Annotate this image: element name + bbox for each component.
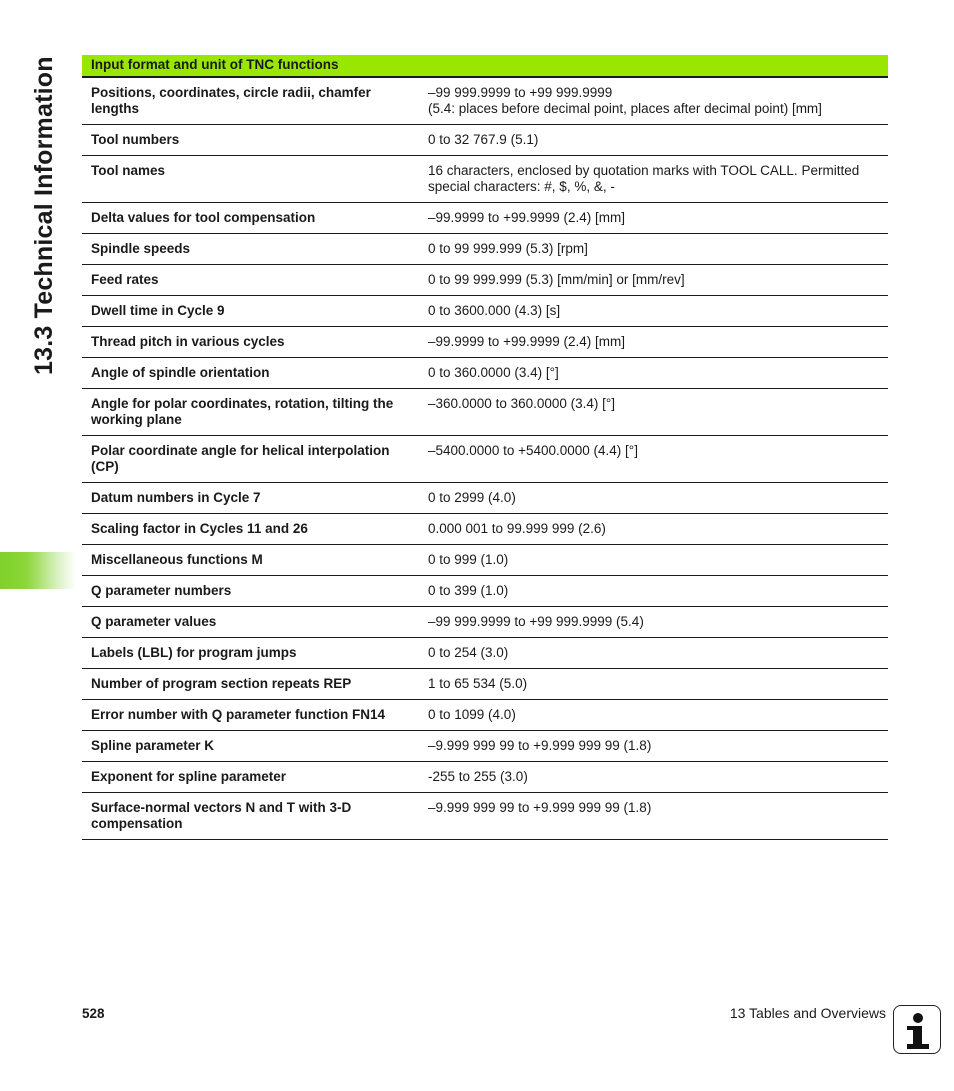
parameter-range: –5400.0000 to +5400.0000 (4.4) [°] [410, 436, 888, 483]
parameter-range: 0 to 99 999.999 (5.3) [mm/min] or [mm/rev] [410, 265, 888, 296]
parameter-name: Datum numbers in Cycle 7 [82, 483, 410, 514]
page-number: 528 [82, 1006, 105, 1021]
parameter-range: –360.0000 to 360.0000 (3.4) [°] [410, 389, 888, 436]
parameter-name: Feed rates [82, 265, 410, 296]
parameter-range: 0 to 254 (3.0) [410, 638, 888, 669]
parameter-name: Miscellaneous functions M [82, 545, 410, 576]
table-row [82, 125, 888, 156]
table-row [82, 669, 888, 700]
parameter-name: Delta values for tool compensation [82, 203, 410, 234]
table-row [82, 514, 888, 545]
table-row [82, 700, 888, 731]
parameter-range: –99 999.9999 to +99 999.9999 (5.4: places before decimal point, places after decimal point) [mm] [410, 77, 888, 125]
parameter-range: 0 to 99 999.999 (5.3) [rpm] [410, 234, 888, 265]
parameter-range: 0 to 360.0000 (3.4) [°] [410, 358, 888, 389]
parameter-name: Q parameter values [82, 607, 410, 638]
table-row [82, 389, 888, 436]
table-row [82, 358, 888, 389]
parameter-name: Tool numbers [82, 125, 410, 156]
table-row [82, 731, 888, 762]
parameter-range: –99.9999 to +99.9999 (2.4) [mm] [410, 203, 888, 234]
parameter-range: –9.999 999 99 to +9.999 999 99 (1.8) [410, 731, 888, 762]
parameter-range: -255 to 255 (3.0) [410, 762, 888, 793]
table-row [82, 793, 888, 840]
table-row [82, 436, 888, 483]
table-row [82, 638, 888, 669]
parameter-range: 0 to 32 767.9 (5.1) [410, 125, 888, 156]
parameter-range: 0.000 001 to 99.999 999 (2.6) [410, 514, 888, 545]
parameter-name: Error number with Q parameter function FN14 [82, 700, 410, 731]
parameter-name: Thread pitch in various cycles [82, 327, 410, 358]
parameter-range: –99 999.9999 to +99 999.9999 (5.4) [410, 607, 888, 638]
table-row [82, 156, 888, 203]
parameter-range: 0 to 2999 (4.0) [410, 483, 888, 514]
parameter-name: Dwell time in Cycle 9 [82, 296, 410, 327]
parameter-name: Scaling factor in Cycles 11 and 26 [82, 514, 410, 545]
table-row [82, 77, 888, 125]
table-row [82, 265, 888, 296]
parameter-name: Spindle speeds [82, 234, 410, 265]
parameter-range: 16 characters, enclosed by quotation marks with TOOL CALL. Permitted special characters: #, $, %, &, - [410, 156, 888, 203]
section-title: 13.3 Technical Information [30, 56, 58, 375]
parameter-name: Angle for polar coordinates, rotation, tilting the working plane [82, 389, 410, 436]
table-row [82, 762, 888, 793]
parameter-name: Positions, coordinates, circle radii, chamfer lengths [82, 77, 410, 125]
parameter-range: 0 to 1099 (4.0) [410, 700, 888, 731]
parameter-range: 0 to 3600.000 (4.3) [s] [410, 296, 888, 327]
table-row [82, 576, 888, 607]
parameter-name: Spline parameter K [82, 731, 410, 762]
parameter-range: 0 to 999 (1.0) [410, 545, 888, 576]
table-row [82, 234, 888, 265]
parameter-name: Angle of spindle orientation [82, 358, 410, 389]
parameter-name: Exponent for spline parameter [82, 762, 410, 793]
parameter-range: –99.9999 to +99.9999 (2.4) [mm] [410, 327, 888, 358]
info-icon [893, 1005, 941, 1054]
table-header: Input format and unit of TNC functions [82, 55, 888, 77]
parameter-name: Surface-normal vectors N and T with 3-D compensation [82, 793, 410, 840]
chapter-tab-marker [0, 552, 76, 589]
parameter-name: Labels (LBL) for program jumps [82, 638, 410, 669]
table-row [82, 483, 888, 514]
table-row [82, 545, 888, 576]
parameter-name: Q parameter numbers [82, 576, 410, 607]
tnc-input-format-table [82, 55, 888, 840]
parameter-range: 1 to 65 534 (5.0) [410, 669, 888, 700]
parameter-range: –9.999 999 99 to +9.999 999 99 (1.8) [410, 793, 888, 840]
parameter-name: Tool names [82, 156, 410, 203]
parameter-name: Number of program section repeats REP [82, 669, 410, 700]
table-row [82, 203, 888, 234]
table-row [82, 607, 888, 638]
chapter-footer: 13 Tables and Overviews [729, 1005, 886, 1021]
table-row [82, 327, 888, 358]
parameter-name: Polar coordinate angle for helical interpolation (CP) [82, 436, 410, 483]
table-row [82, 296, 888, 327]
parameter-range: 0 to 399 (1.0) [410, 576, 888, 607]
